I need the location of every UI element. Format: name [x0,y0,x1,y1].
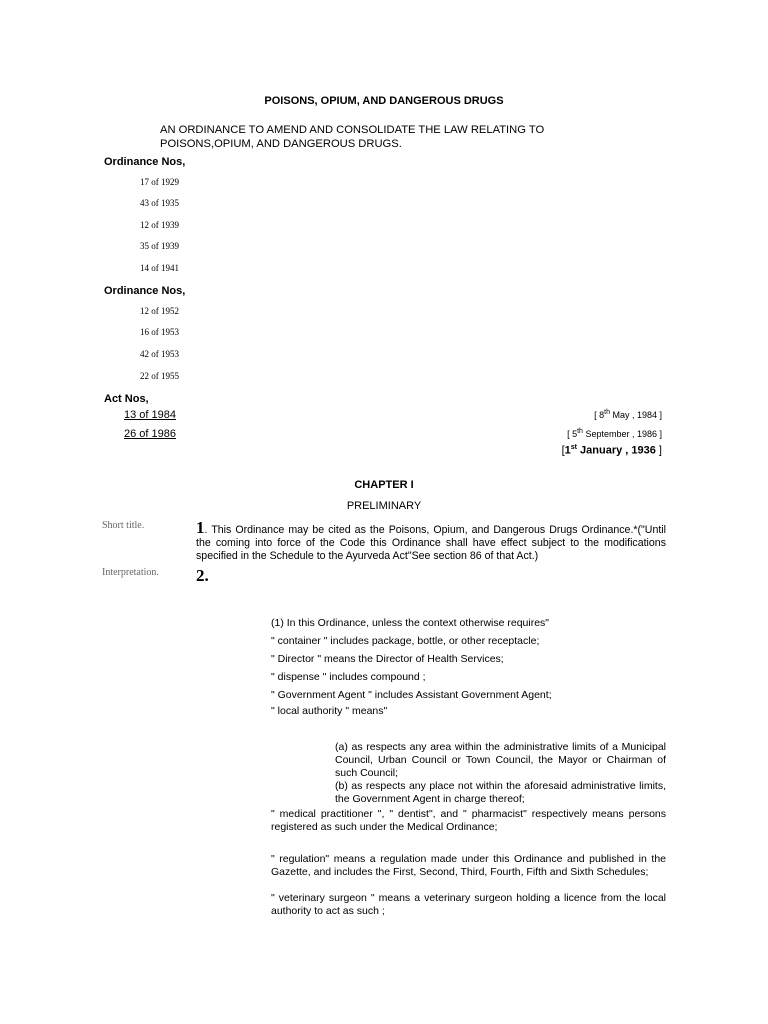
section-2-number [196,566,209,586]
section-1 [196,518,666,563]
date-number: 1 [564,444,571,457]
act-number: 13 of 1984 [124,409,176,421]
ordinance-number: 17 of 1929 [140,177,179,187]
definition-regulation: " regulation" means a regulation made under this Ordinance and published in the Gazette, and includes the First, Second, Third, Fourth, Fifth and Sixth Schedules; [271,853,666,878]
date-text: [ 5 [567,429,578,439]
date-suffix: th [577,428,583,435]
section-number: 2 [196,566,205,585]
local-authority-clause-a: (a) as respects any area within the administrative limits of a Municipal Council, Urban Council or Town Council, the Mayor or Chairman of such Council; [335,741,666,779]
date-text: September , 1986 ] [582,429,662,439]
date-text: January , 1936 [576,444,656,457]
date-text: May , 1984 ] [609,410,662,420]
local-authority-clause-b: (b) as respects any place not within the aforesaid administrative limits, the Government Agent in charge thereof; [335,780,666,805]
date-suffix: st [570,444,577,451]
ordinance-number: 22 of 1955 [140,371,179,381]
definition-veterinary-surgeon: " veterinary surgeon " means a veterinary surgeon holding a licence from the local authority to act as such ; [271,892,666,917]
definition-director: " Director " means the Director of Health Services; [271,653,504,665]
definition-intro: (1) In this Ordinance, unless the context otherwise requires" [271,617,550,629]
ordinance-nos-heading-1: Ordinance Nos, [104,156,186,168]
date-text: [ 8 [594,410,605,420]
definition-dispense: " dispense " includes compound ; [271,671,426,683]
date-bracket [567,428,662,439]
act-nos-heading: Act Nos, [104,393,149,405]
chapter-name: PRELIMINARY [346,500,422,512]
margin-note-short-title: Short title. [102,520,145,531]
ordinance-purpose: AN ORDINANCE TO AMEND AND CONSOLIDATE THE LAW RELATING TO POISONS,OPIUM, AND DANGEROUS DRUGS. [160,124,545,150]
act-number: 26 of 1986 [124,428,176,440]
date-bracket [594,409,662,420]
ordinance-number: 16 of 1953 [140,327,179,337]
ordinance-number: 35 of 1939 [140,241,179,251]
date-bracket [562,444,662,457]
section-punct: . [204,566,209,585]
section-number: 1 [196,518,205,537]
ordinance-number: 12 of 1939 [140,220,179,230]
definition-container: " container " includes package, bottle, or other receptacle; [271,635,540,647]
date-text: [ [561,444,565,457]
ordinance-number: 42 of 1953 [140,349,179,359]
document-title: POISONS, OPIUM, AND DANGEROUS DRUGS [264,95,504,107]
margin-note-interpretation: Interpretation. [102,567,159,578]
definition-government-agent: " Government Agent " includes Assistant Government Agent; [271,689,552,701]
date-text: ] [655,444,662,457]
ordinance-nos-heading-2: Ordinance Nos, [104,285,186,297]
ordinance-number: 14 of 1941 [140,263,179,273]
ordinance-number: 12 of 1952 [140,306,179,316]
chapter-number: CHAPTER I [354,479,414,491]
definition-local-authority: " local authority " means" [271,705,388,717]
section-text: . This Ordinance may be cited as the Poisons, Opium, and Dangerous Drugs Ordinance.*("Until the coming into force of the Code this Ordinance shall have effect subject to the modifications specified in the Schedule to the Ayurveda Act"See section 86 of that Act.) [196,524,666,562]
definition-medical-practitioner: " medical practitioner ", " dentist", and " pharmacist" respectively means persons registered as such under the Medical Ordinance; [271,808,666,833]
date-suffix: th [604,409,610,416]
ordinance-number: 43 of 1935 [140,198,179,208]
